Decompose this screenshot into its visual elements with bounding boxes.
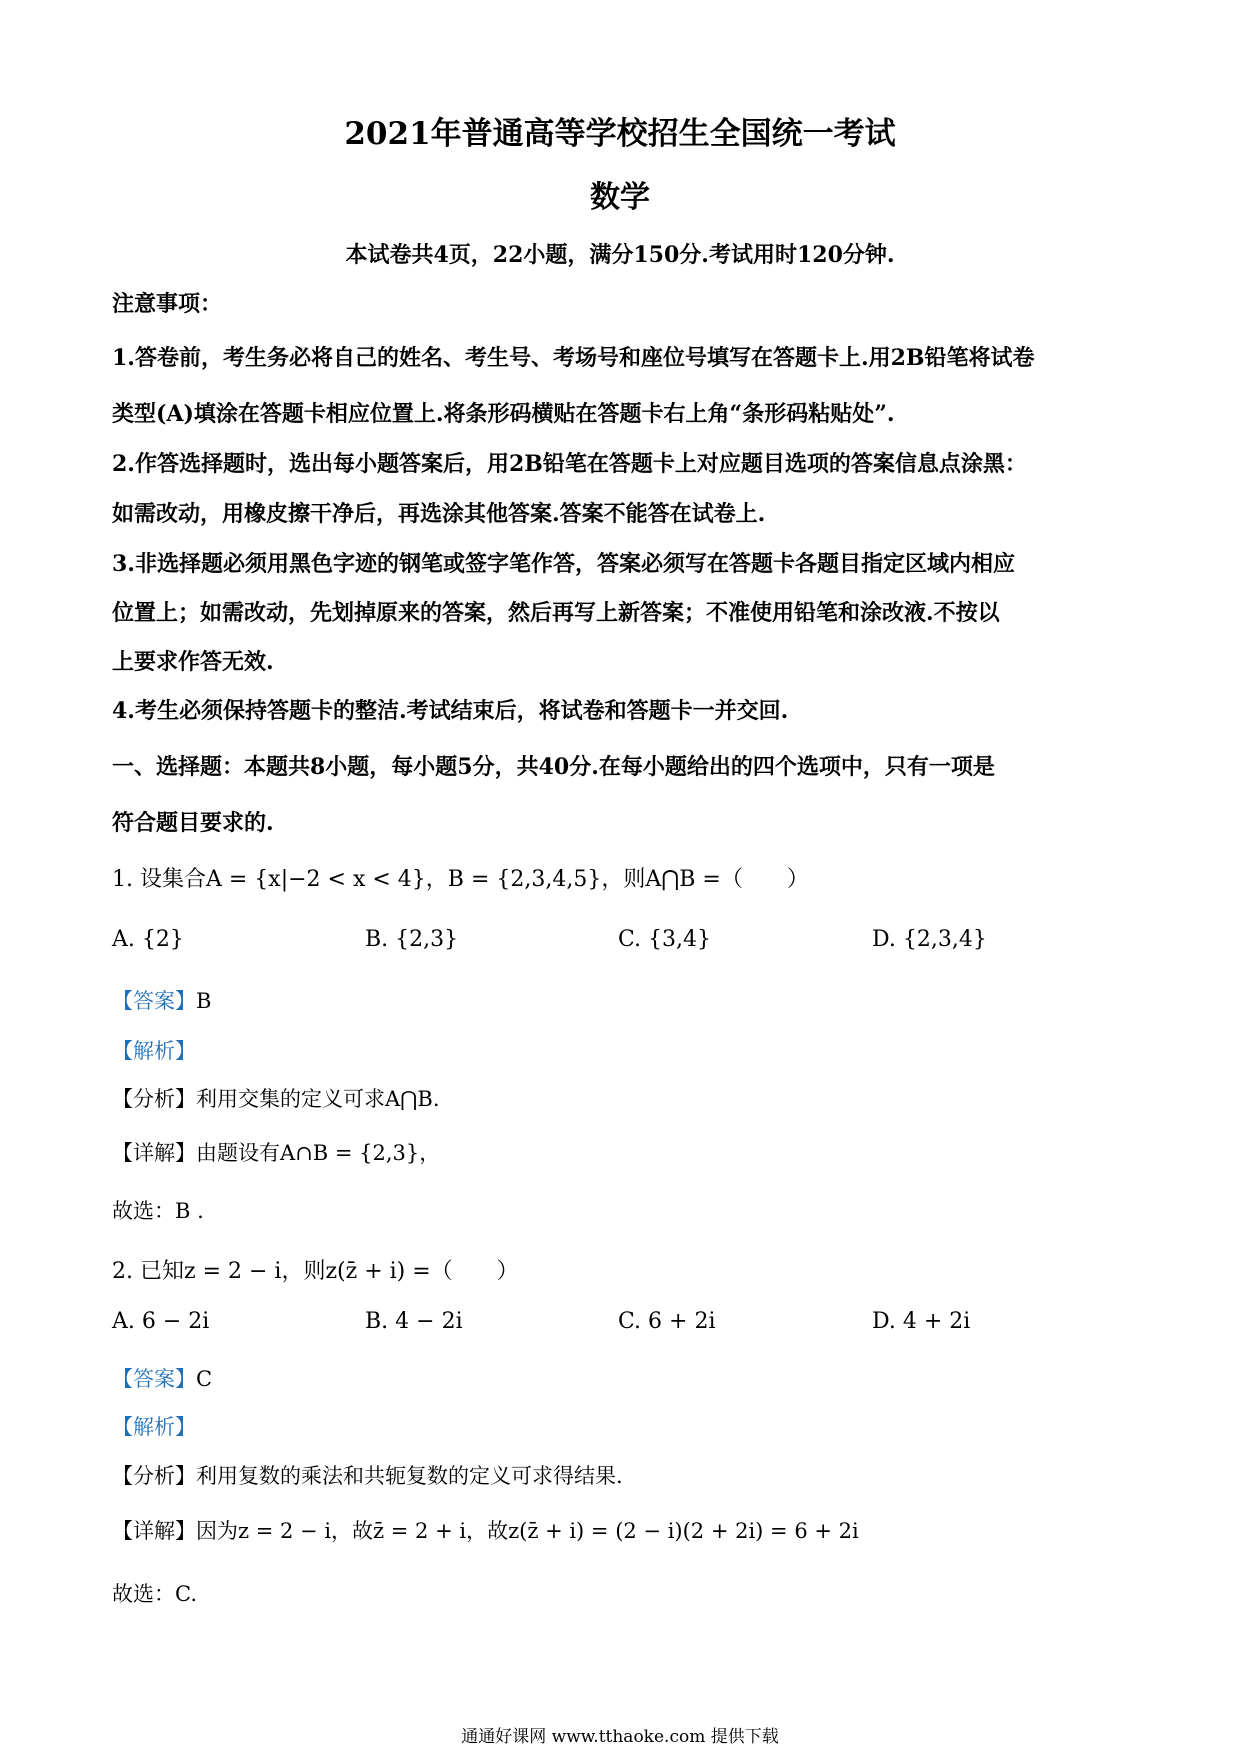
q1-fenxi [112, 1083, 440, 1113]
subject-title: 数学 [590, 180, 650, 215]
notice-line: 位置上；如需改动，先划掉原来的答案，然后再写上新答案；不准使用铅笔和涂改液.不按以 [112, 600, 1000, 626]
q1-option-c: C. {3,4} [618, 927, 712, 952]
xiangjie-tag: 【详解】 [112, 1519, 196, 1543]
notice-line: 如需改动，用橡皮擦干净后，再选涂其他答案.答案不能答在试卷上. [112, 501, 766, 527]
q1-option-a: A. {2} [112, 927, 184, 952]
xiangjie-tag: 【详解】 [112, 1141, 196, 1165]
q1-xiangjie [112, 1137, 440, 1167]
answer-tag: 【答案】 [112, 1367, 196, 1391]
notice-line: 1.答卷前，考生务必将自己的姓名、考生号、考场号和座位号填写在答题卡上.用2B铅笔将试卷 [112, 345, 1035, 371]
exam-meta: 本试卷共4页，22小题，满分150分.考试用时120分钟. [345, 242, 895, 268]
q2-option-a: A. 6 − 2i [112, 1309, 210, 1334]
notice-line: 上要求作答无效. [112, 649, 274, 675]
exam-title: 2021年普通高等学校招生全国统一考试 [344, 116, 896, 152]
q2-option-d: D. 4 + 2i [872, 1309, 971, 1334]
footer-source: 通通好课网 www.tthaoke.com 提供下载 [461, 1727, 779, 1747]
answer-value: C [196, 1367, 213, 1391]
q2-conclusion: 故选：C. [112, 1582, 197, 1606]
question-2-stem: 2. 已知z = 2 − i，则z(z̄ + i) =（ ） [112, 1259, 519, 1284]
q1-answer [112, 985, 211, 1015]
notice-line: 2.作答选择题时，选出每小题答案后，用2B铅笔在答题卡上对应题目选项的答案信息点涂黑： [112, 451, 1027, 477]
question-1-stem: 1. 设集合A = {x|−2 < x < 4}，B = {2,3,4,5}，则A⋂B =（ ） [112, 867, 809, 892]
fenxi-text: 利用复数的乘法和共轭复数的定义可求得结果. [196, 1464, 623, 1488]
xiangjie-text: 由题设有A∩B = {2,3}， [196, 1141, 441, 1165]
q2-fenxi [112, 1460, 623, 1490]
q2-answer [112, 1363, 212, 1393]
section-heading-cont: 符合题目要求的. [112, 810, 274, 836]
q2-option-c: C. 6 + 2i [618, 1309, 716, 1334]
fenxi-text: 利用交集的定义可求A⋂B. [196, 1087, 440, 1111]
notice-line: 4.考生必须保持答题卡的整洁.考试结束后，将试卷和答题卡一并交回. [112, 698, 789, 724]
q1-option-b: B. {2,3} [365, 927, 459, 952]
analysis-tag: 【解析】 [112, 1415, 196, 1439]
fenxi-tag: 【分析】 [112, 1087, 196, 1111]
section-heading: 一、选择题：本题共8小题，每小题5分，共40分.在每小题给出的四个选项中，只有一项是 [112, 754, 995, 780]
q1-option-d: D. {2,3,4} [872, 927, 987, 952]
analysis-tag: 【解析】 [112, 1039, 196, 1063]
answer-tag: 【答案】 [112, 989, 196, 1013]
answer-value: B [196, 989, 212, 1013]
q2-option-b: B. 4 − 2i [365, 1309, 463, 1334]
notice-line: 类型(A)填涂在答题卡相应位置上.将条形码横贴在答题卡右上角“条形码粘贴处”. [112, 401, 895, 427]
q1-conclusion: 故选：B . [112, 1199, 204, 1223]
notice-heading: 注意事项： [112, 291, 223, 317]
xiangjie-text: 因为z = 2 − i，故z̄ = 2 + i，故z(z̄ + i) = (2 − i)(2 + 2i) = 6 + 2i [196, 1519, 859, 1543]
fenxi-tag: 【分析】 [112, 1464, 196, 1488]
q1-analysis [112, 1035, 196, 1065]
q2-xiangjie [112, 1515, 859, 1545]
q2-analysis [112, 1411, 196, 1441]
notice-line: 3.非选择题必须用黑色字迹的钢笔或签字笔作答，答案必须写在答题卡各题目指定区域内相应 [112, 551, 1015, 577]
